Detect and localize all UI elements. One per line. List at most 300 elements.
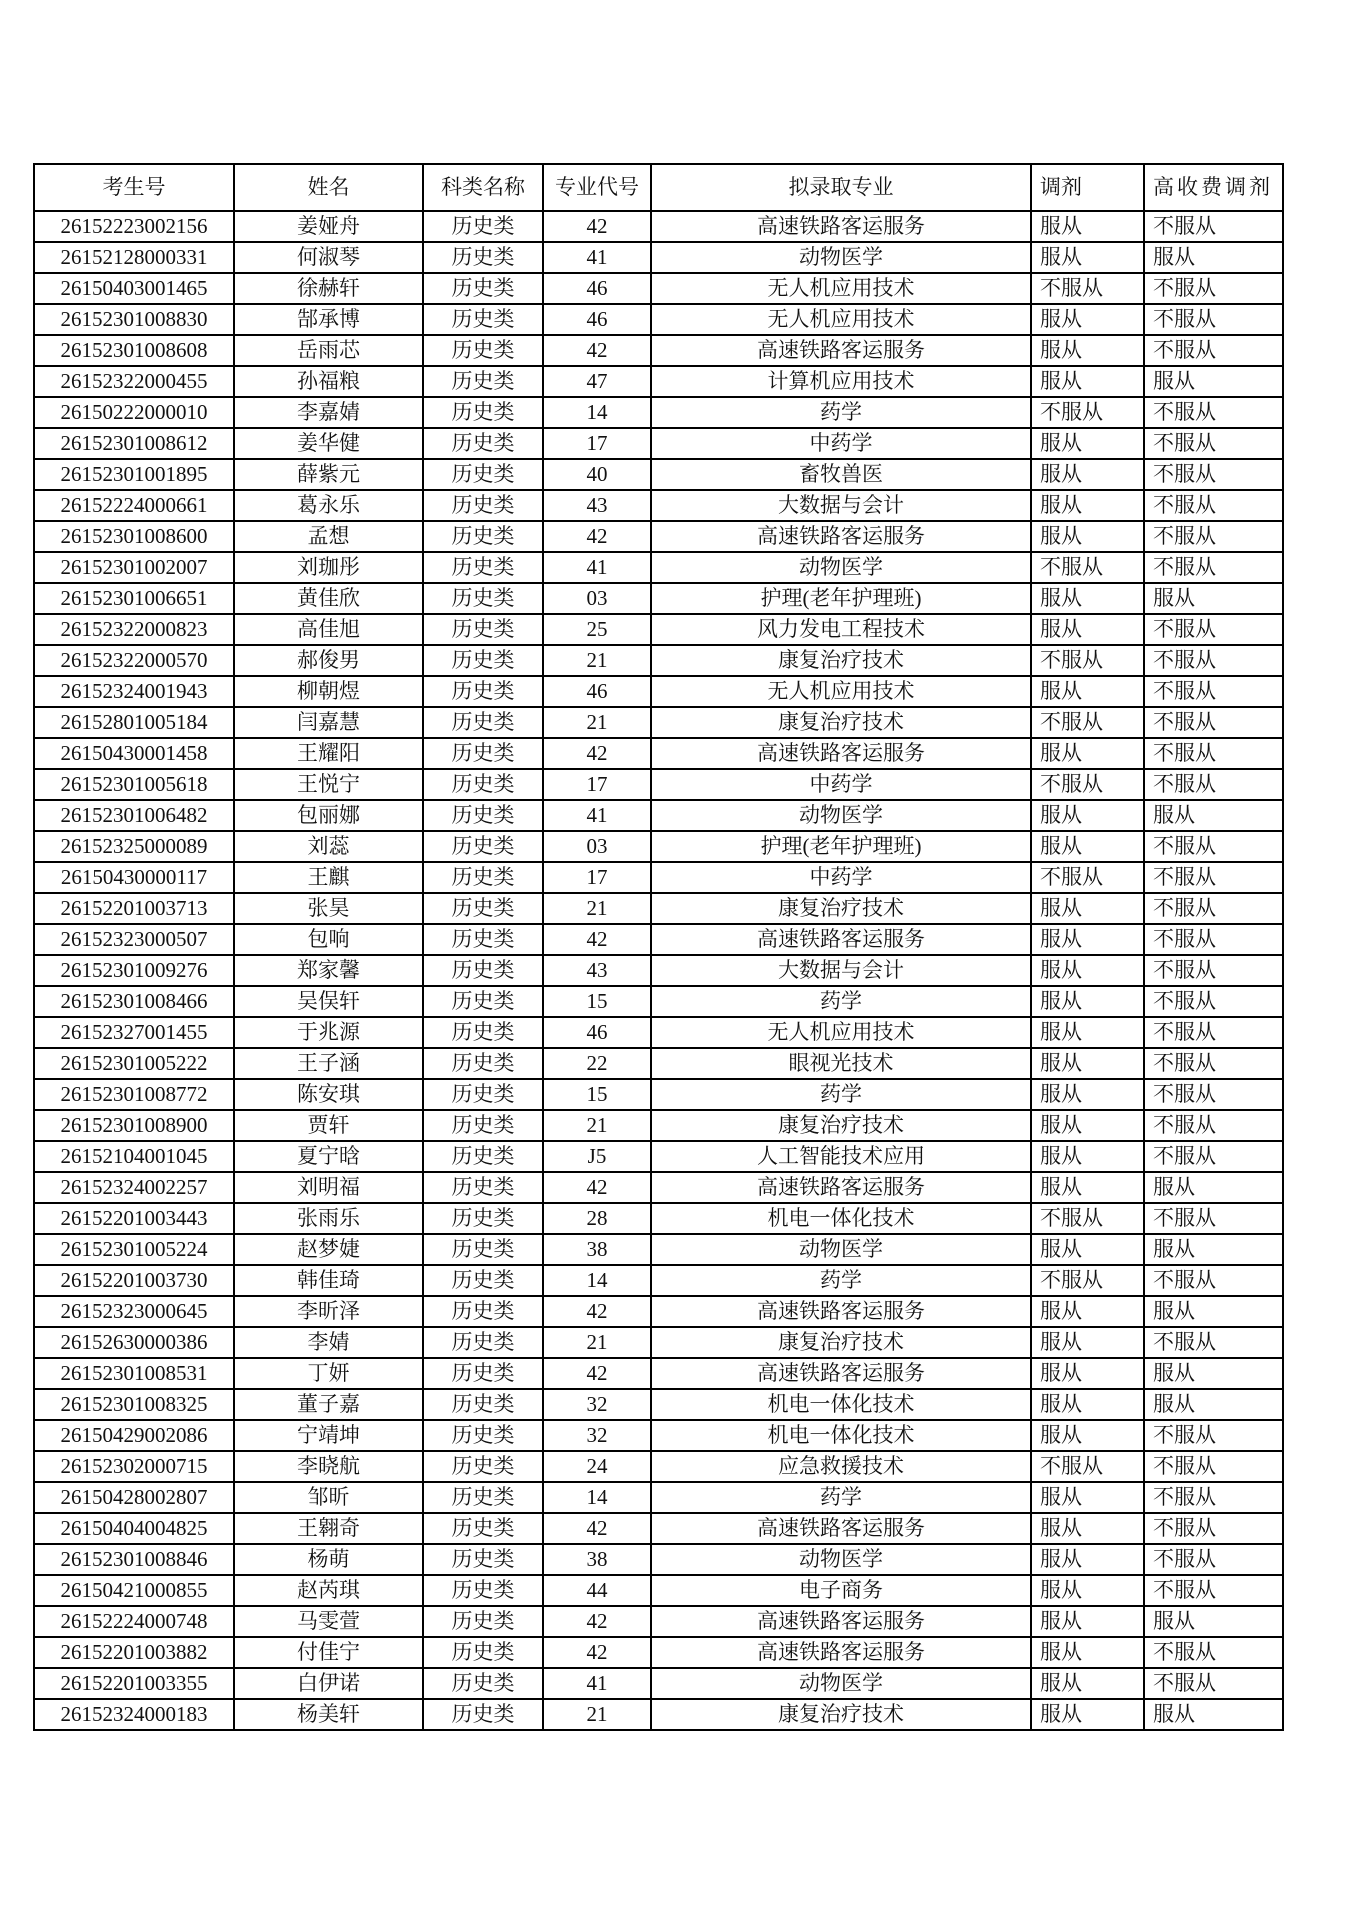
- cell-category-name: 历史类: [423, 552, 543, 583]
- cell-name: 白伊诺: [234, 1668, 423, 1699]
- table-row: [34, 1513, 1283, 1544]
- cell-category-name: 历史类: [423, 366, 543, 397]
- cell-candidate-no: 26152322000570: [34, 645, 234, 676]
- table-row: [34, 242, 1283, 273]
- cell-major-code: 15: [543, 1079, 651, 1110]
- cell-adjustment: 服从: [1031, 676, 1144, 707]
- cell-admitted-major: 计算机应用技术: [651, 366, 1031, 397]
- cell-category-name: 历史类: [423, 1017, 543, 1048]
- cell-candidate-no: 26152323000507: [34, 924, 234, 955]
- cell-candidate-no: 26150429002086: [34, 1420, 234, 1451]
- cell-name: 闫嘉慧: [234, 707, 423, 738]
- cell-major-code: 17: [543, 769, 651, 800]
- cell-high-fee-adjustment: 不服从: [1144, 738, 1283, 769]
- cell-category-name: 历史类: [423, 1482, 543, 1513]
- cell-category-name: 历史类: [423, 1265, 543, 1296]
- cell-candidate-no: 26150404004825: [34, 1513, 234, 1544]
- cell-name: 于兆源: [234, 1017, 423, 1048]
- cell-category-name: 历史类: [423, 1172, 543, 1203]
- cell-major-code: 21: [543, 1699, 651, 1730]
- admission-table: [33, 163, 1284, 1731]
- cell-adjustment: 服从: [1031, 459, 1144, 490]
- cell-adjustment: 服从: [1031, 800, 1144, 831]
- cell-adjustment: 服从: [1031, 1358, 1144, 1389]
- table-row: [34, 1327, 1283, 1358]
- cell-adjustment: 不服从: [1031, 645, 1144, 676]
- cell-category-name: 历史类: [423, 1575, 543, 1606]
- table-row: [34, 1079, 1283, 1110]
- cell-category-name: 历史类: [423, 397, 543, 428]
- table-row: [34, 304, 1283, 335]
- cell-high-fee-adjustment: 不服从: [1144, 1513, 1283, 1544]
- cell-admitted-major: 高速铁路客运服务: [651, 521, 1031, 552]
- cell-candidate-no: 26150430000117: [34, 862, 234, 893]
- cell-high-fee-adjustment: 不服从: [1144, 1079, 1283, 1110]
- cell-category-name: 历史类: [423, 304, 543, 335]
- cell-high-fee-adjustment: 不服从: [1144, 862, 1283, 893]
- cell-candidate-no: 26152223002156: [34, 211, 234, 242]
- cell-admitted-major: 药学: [651, 986, 1031, 1017]
- table-row: [34, 1389, 1283, 1420]
- table-row: [34, 1606, 1283, 1637]
- cell-name: 姜华健: [234, 428, 423, 459]
- cell-category-name: 历史类: [423, 986, 543, 1017]
- cell-adjustment: 服从: [1031, 1172, 1144, 1203]
- cell-high-fee-adjustment: 不服从: [1144, 273, 1283, 304]
- cell-high-fee-adjustment: 不服从: [1144, 645, 1283, 676]
- cell-candidate-no: 26150421000855: [34, 1575, 234, 1606]
- cell-category-name: 历史类: [423, 1141, 543, 1172]
- cell-major-code: 21: [543, 645, 651, 676]
- cell-candidate-no: 26152301005224: [34, 1234, 234, 1265]
- cell-category-name: 历史类: [423, 490, 543, 521]
- cell-major-code: 42: [543, 521, 651, 552]
- cell-name: 王悦宁: [234, 769, 423, 800]
- cell-candidate-no: 26152301008830: [34, 304, 234, 335]
- cell-name: 岳雨芯: [234, 335, 423, 366]
- cell-admitted-major: 动物医学: [651, 242, 1031, 273]
- cell-category-name: 历史类: [423, 428, 543, 459]
- cell-admitted-major: 高速铁路客运服务: [651, 211, 1031, 242]
- cell-adjustment: 服从: [1031, 583, 1144, 614]
- cell-admitted-major: 动物医学: [651, 800, 1031, 831]
- cell-name: 葛永乐: [234, 490, 423, 521]
- cell-admitted-major: 无人机应用技术: [651, 304, 1031, 335]
- cell-admitted-major: 高速铁路客运服务: [651, 1296, 1031, 1327]
- cell-name: 李晓航: [234, 1451, 423, 1482]
- table-row: [34, 583, 1283, 614]
- table-row: [34, 893, 1283, 924]
- cell-major-code: 15: [543, 986, 651, 1017]
- table-row: [34, 1482, 1283, 1513]
- cell-major-code: 41: [543, 1668, 651, 1699]
- cell-category-name: 历史类: [423, 1048, 543, 1079]
- cell-candidate-no: 26152301001895: [34, 459, 234, 490]
- cell-admitted-major: 中药学: [651, 862, 1031, 893]
- cell-category-name: 历史类: [423, 1699, 543, 1730]
- table-header: [34, 164, 1283, 211]
- cell-major-code: 46: [543, 1017, 651, 1048]
- cell-adjustment: 服从: [1031, 242, 1144, 273]
- cell-adjustment: 服从: [1031, 1606, 1144, 1637]
- table-row: [34, 397, 1283, 428]
- cell-high-fee-adjustment: 不服从: [1144, 1048, 1283, 1079]
- cell-name: 王翱奇: [234, 1513, 423, 1544]
- cell-adjustment: 服从: [1031, 1296, 1144, 1327]
- cell-candidate-no: 26152201003355: [34, 1668, 234, 1699]
- cell-candidate-no: 26152201003443: [34, 1203, 234, 1234]
- cell-major-code: 42: [543, 1296, 651, 1327]
- cell-admitted-major: 电子商务: [651, 1575, 1031, 1606]
- cell-candidate-no: 26152801005184: [34, 707, 234, 738]
- cell-candidate-no: 26152324001943: [34, 676, 234, 707]
- table-row: [34, 1110, 1283, 1141]
- table-row: [34, 924, 1283, 955]
- cell-category-name: 历史类: [423, 645, 543, 676]
- cell-category-name: 历史类: [423, 459, 543, 490]
- cell-candidate-no: 26150403001465: [34, 273, 234, 304]
- cell-category-name: 历史类: [423, 707, 543, 738]
- cell-adjustment: 服从: [1031, 1699, 1144, 1730]
- cell-admitted-major: 高速铁路客运服务: [651, 738, 1031, 769]
- cell-admitted-major: 无人机应用技术: [651, 676, 1031, 707]
- cell-high-fee-adjustment: 服从: [1144, 1172, 1283, 1203]
- cell-major-code: 42: [543, 1637, 651, 1668]
- cell-candidate-no: 26152324002257: [34, 1172, 234, 1203]
- cell-adjustment: 服从: [1031, 1141, 1144, 1172]
- table-row: [34, 676, 1283, 707]
- cell-category-name: 历史类: [423, 1389, 543, 1420]
- cell-category-name: 历史类: [423, 335, 543, 366]
- cell-adjustment: 服从: [1031, 1513, 1144, 1544]
- cell-name: 柳朝煜: [234, 676, 423, 707]
- cell-high-fee-adjustment: 不服从: [1144, 397, 1283, 428]
- cell-admitted-major: 高速铁路客运服务: [651, 1172, 1031, 1203]
- cell-high-fee-adjustment: 不服从: [1144, 1544, 1283, 1575]
- cell-candidate-no: 26152301008531: [34, 1358, 234, 1389]
- cell-name: 刘明福: [234, 1172, 423, 1203]
- cell-high-fee-adjustment: 不服从: [1144, 676, 1283, 707]
- cell-major-code: 47: [543, 366, 651, 397]
- cell-adjustment: 服从: [1031, 490, 1144, 521]
- table-body: [34, 211, 1283, 1730]
- table-row: [34, 1575, 1283, 1606]
- cell-admitted-major: 高速铁路客运服务: [651, 1606, 1031, 1637]
- cell-high-fee-adjustment: 不服从: [1144, 428, 1283, 459]
- cell-category-name: 历史类: [423, 955, 543, 986]
- cell-name: 刘珈彤: [234, 552, 423, 583]
- cell-candidate-no: 26152301008900: [34, 1110, 234, 1141]
- cell-admitted-major: 高速铁路客运服务: [651, 1513, 1031, 1544]
- cell-category-name: 历史类: [423, 1606, 543, 1637]
- cell-major-code: 46: [543, 273, 651, 304]
- cell-category-name: 历史类: [423, 769, 543, 800]
- cell-high-fee-adjustment: 不服从: [1144, 1203, 1283, 1234]
- cell-category-name: 历史类: [423, 1079, 543, 1110]
- cell-admitted-major: 无人机应用技术: [651, 273, 1031, 304]
- cell-category-name: 历史类: [423, 1203, 543, 1234]
- cell-category-name: 历史类: [423, 1327, 543, 1358]
- cell-admitted-major: 动物医学: [651, 552, 1031, 583]
- cell-major-code: 42: [543, 211, 651, 242]
- cell-major-code: 42: [543, 335, 651, 366]
- cell-candidate-no: 26152301002007: [34, 552, 234, 583]
- cell-adjustment: 不服从: [1031, 397, 1144, 428]
- cell-high-fee-adjustment: 不服从: [1144, 893, 1283, 924]
- cell-admitted-major: 机电一体化技术: [651, 1203, 1031, 1234]
- cell-name: 郑家馨: [234, 955, 423, 986]
- cell-major-code: 17: [543, 428, 651, 459]
- cell-admitted-major: 高速铁路客运服务: [651, 335, 1031, 366]
- cell-admitted-major: 护理(老年护理班): [651, 583, 1031, 614]
- cell-adjustment: 服从: [1031, 304, 1144, 335]
- cell-admitted-major: 高速铁路客运服务: [651, 1637, 1031, 1668]
- table-row: [34, 1234, 1283, 1265]
- cell-major-code: 42: [543, 1513, 651, 1544]
- cell-admitted-major: 药学: [651, 397, 1031, 428]
- cell-high-fee-adjustment: 不服从: [1144, 831, 1283, 862]
- cell-candidate-no: 26152301006651: [34, 583, 234, 614]
- table-row: [34, 1358, 1283, 1389]
- cell-major-code: 14: [543, 1265, 651, 1296]
- cell-adjustment: 服从: [1031, 1668, 1144, 1699]
- cell-candidate-no: 26152224000661: [34, 490, 234, 521]
- cell-name: 张雨乐: [234, 1203, 423, 1234]
- cell-category-name: 历史类: [423, 1513, 543, 1544]
- cell-major-code: 42: [543, 1606, 651, 1637]
- cell-admitted-major: 康复治疗技术: [651, 1110, 1031, 1141]
- cell-candidate-no: 26152301005222: [34, 1048, 234, 1079]
- cell-major-code: 46: [543, 676, 651, 707]
- cell-category-name: 历史类: [423, 1420, 543, 1451]
- cell-admitted-major: 人工智能技术应用: [651, 1141, 1031, 1172]
- table-row: [34, 1637, 1283, 1668]
- cell-major-code: 24: [543, 1451, 651, 1482]
- cell-adjustment: 服从: [1031, 893, 1144, 924]
- cell-high-fee-adjustment: 不服从: [1144, 459, 1283, 490]
- cell-major-code: 03: [543, 583, 651, 614]
- cell-candidate-no: 26152104001045: [34, 1141, 234, 1172]
- cell-high-fee-adjustment: 不服从: [1144, 955, 1283, 986]
- cell-major-code: 25: [543, 614, 651, 645]
- cell-candidate-no: 26152201003713: [34, 893, 234, 924]
- cell-name: 薛紫元: [234, 459, 423, 490]
- cell-admitted-major: 眼视光技术: [651, 1048, 1031, 1079]
- table-row: [34, 645, 1283, 676]
- cell-adjustment: 不服从: [1031, 1203, 1144, 1234]
- cell-adjustment: 不服从: [1031, 769, 1144, 800]
- cell-name: 王麒: [234, 862, 423, 893]
- cell-name: 王耀阳: [234, 738, 423, 769]
- cell-candidate-no: 26152322000455: [34, 366, 234, 397]
- table-row: [34, 614, 1283, 645]
- cell-admitted-major: 康复治疗技术: [651, 1699, 1031, 1730]
- cell-major-code: 41: [543, 552, 651, 583]
- cell-major-code: 44: [543, 1575, 651, 1606]
- cell-high-fee-adjustment: 不服从: [1144, 614, 1283, 645]
- cell-admitted-major: 机电一体化技术: [651, 1389, 1031, 1420]
- cell-name: 包丽娜: [234, 800, 423, 831]
- cell-high-fee-adjustment: 服从: [1144, 242, 1283, 273]
- cell-admitted-major: 中药学: [651, 769, 1031, 800]
- cell-adjustment: 服从: [1031, 1079, 1144, 1110]
- cell-name: 王子涵: [234, 1048, 423, 1079]
- cell-major-code: 40: [543, 459, 651, 490]
- cell-category-name: 历史类: [423, 1110, 543, 1141]
- cell-high-fee-adjustment: 不服从: [1144, 1420, 1283, 1451]
- cell-adjustment: 服从: [1031, 1048, 1144, 1079]
- cell-name: 何淑琴: [234, 242, 423, 273]
- cell-name: 赵芮琪: [234, 1575, 423, 1606]
- header-category-name: 科类名称: [423, 164, 543, 211]
- cell-major-code: 38: [543, 1234, 651, 1265]
- cell-high-fee-adjustment: 不服从: [1144, 924, 1283, 955]
- cell-high-fee-adjustment: 服从: [1144, 1358, 1283, 1389]
- cell-admitted-major: 应急救援技术: [651, 1451, 1031, 1482]
- cell-high-fee-adjustment: 不服从: [1144, 986, 1283, 1017]
- cell-category-name: 历史类: [423, 1544, 543, 1575]
- cell-adjustment: 服从: [1031, 1110, 1144, 1141]
- table-row: [34, 459, 1283, 490]
- cell-adjustment: 服从: [1031, 924, 1144, 955]
- cell-name: 郜承博: [234, 304, 423, 335]
- cell-major-code: 21: [543, 893, 651, 924]
- cell-major-code: 41: [543, 800, 651, 831]
- cell-candidate-no: 26150430001458: [34, 738, 234, 769]
- table-row: [34, 1048, 1283, 1079]
- cell-high-fee-adjustment: 不服从: [1144, 1265, 1283, 1296]
- cell-major-code: 32: [543, 1389, 651, 1420]
- cell-category-name: 历史类: [423, 738, 543, 769]
- cell-name: 孙福粮: [234, 366, 423, 397]
- cell-category-name: 历史类: [423, 211, 543, 242]
- cell-major-code: 46: [543, 304, 651, 335]
- cell-category-name: 历史类: [423, 924, 543, 955]
- cell-admitted-major: 大数据与会计: [651, 490, 1031, 521]
- table-row: [34, 1544, 1283, 1575]
- table-row: [34, 335, 1283, 366]
- cell-candidate-no: 26152325000089: [34, 831, 234, 862]
- table-row: [34, 986, 1283, 1017]
- cell-name: 包响: [234, 924, 423, 955]
- cell-admitted-major: 动物医学: [651, 1668, 1031, 1699]
- cell-name: 董子嘉: [234, 1389, 423, 1420]
- cell-candidate-no: 26152201003882: [34, 1637, 234, 1668]
- table-row: [34, 831, 1283, 862]
- cell-admitted-major: 中药学: [651, 428, 1031, 459]
- cell-high-fee-adjustment: 服从: [1144, 1389, 1283, 1420]
- header-row: [34, 164, 1283, 211]
- cell-adjustment: 服从: [1031, 211, 1144, 242]
- cell-admitted-major: 机电一体化技术: [651, 1420, 1031, 1451]
- cell-major-code: 14: [543, 1482, 651, 1513]
- cell-major-code: 42: [543, 924, 651, 955]
- table-row: [34, 1265, 1283, 1296]
- cell-adjustment: 不服从: [1031, 552, 1144, 583]
- cell-candidate-no: 26152301006482: [34, 800, 234, 831]
- cell-candidate-no: 26152224000748: [34, 1606, 234, 1637]
- cell-major-code: 21: [543, 1110, 651, 1141]
- cell-name: 杨萌: [234, 1544, 423, 1575]
- cell-category-name: 历史类: [423, 521, 543, 552]
- cell-category-name: 历史类: [423, 1234, 543, 1265]
- table-row: [34, 1203, 1283, 1234]
- cell-name: 付佳宁: [234, 1637, 423, 1668]
- cell-high-fee-adjustment: 不服从: [1144, 1017, 1283, 1048]
- cell-name: 高佳旭: [234, 614, 423, 645]
- cell-high-fee-adjustment: 不服从: [1144, 1451, 1283, 1482]
- table-row: [34, 1668, 1283, 1699]
- cell-high-fee-adjustment: 不服从: [1144, 335, 1283, 366]
- cell-name: 贾轩: [234, 1110, 423, 1141]
- cell-admitted-major: 护理(老年护理班): [651, 831, 1031, 862]
- cell-major-code: 14: [543, 397, 651, 428]
- table-row: [34, 211, 1283, 242]
- cell-candidate-no: 26152630000386: [34, 1327, 234, 1358]
- cell-major-code: 21: [543, 707, 651, 738]
- cell-adjustment: 服从: [1031, 1637, 1144, 1668]
- cell-high-fee-adjustment: 服从: [1144, 1699, 1283, 1730]
- cell-high-fee-adjustment: 不服从: [1144, 304, 1283, 335]
- cell-admitted-major: 无人机应用技术: [651, 1017, 1031, 1048]
- cell-category-name: 历史类: [423, 1296, 543, 1327]
- cell-name: 李嘉婧: [234, 397, 423, 428]
- cell-major-code: 03: [543, 831, 651, 862]
- cell-major-code: 21: [543, 1327, 651, 1358]
- cell-admitted-major: 畜牧兽医: [651, 459, 1031, 490]
- cell-high-fee-adjustment: 不服从: [1144, 1110, 1283, 1141]
- cell-admitted-major: 高速铁路客运服务: [651, 1358, 1031, 1389]
- table-row: [34, 862, 1283, 893]
- cell-adjustment: 服从: [1031, 1389, 1144, 1420]
- cell-high-fee-adjustment: 不服从: [1144, 707, 1283, 738]
- cell-admitted-major: 药学: [651, 1482, 1031, 1513]
- cell-adjustment: 服从: [1031, 986, 1144, 1017]
- cell-adjustment: 服从: [1031, 738, 1144, 769]
- table-row: [34, 1172, 1283, 1203]
- cell-candidate-no: 26152301005618: [34, 769, 234, 800]
- cell-name: 韩佳琦: [234, 1265, 423, 1296]
- cell-adjustment: 服从: [1031, 335, 1144, 366]
- cell-high-fee-adjustment: 不服从: [1144, 1575, 1283, 1606]
- cell-admitted-major: 药学: [651, 1265, 1031, 1296]
- cell-high-fee-adjustment: 不服从: [1144, 211, 1283, 242]
- cell-name: 徐赫轩: [234, 273, 423, 304]
- cell-high-fee-adjustment: 服从: [1144, 800, 1283, 831]
- cell-major-code: 43: [543, 490, 651, 521]
- cell-category-name: 历史类: [423, 273, 543, 304]
- cell-candidate-no: 26152201003730: [34, 1265, 234, 1296]
- cell-high-fee-adjustment: 不服从: [1144, 769, 1283, 800]
- cell-high-fee-adjustment: 服从: [1144, 583, 1283, 614]
- cell-major-code: 42: [543, 1358, 651, 1389]
- header-candidate-no: 考生号: [34, 164, 234, 211]
- table-row: [34, 490, 1283, 521]
- cell-major-code: 32: [543, 1420, 651, 1451]
- table-row: [34, 552, 1283, 583]
- table-row: [34, 1017, 1283, 1048]
- cell-high-fee-adjustment: 不服从: [1144, 552, 1283, 583]
- cell-adjustment: 服从: [1031, 1544, 1144, 1575]
- cell-high-fee-adjustment: 不服从: [1144, 521, 1283, 552]
- cell-name: 赵梦婕: [234, 1234, 423, 1265]
- table-row: [34, 366, 1283, 397]
- cell-category-name: 历史类: [423, 583, 543, 614]
- cell-category-name: 历史类: [423, 1451, 543, 1482]
- cell-admitted-major: 康复治疗技术: [651, 893, 1031, 924]
- cell-name: 邹昕: [234, 1482, 423, 1513]
- cell-high-fee-adjustment: 不服从: [1144, 1141, 1283, 1172]
